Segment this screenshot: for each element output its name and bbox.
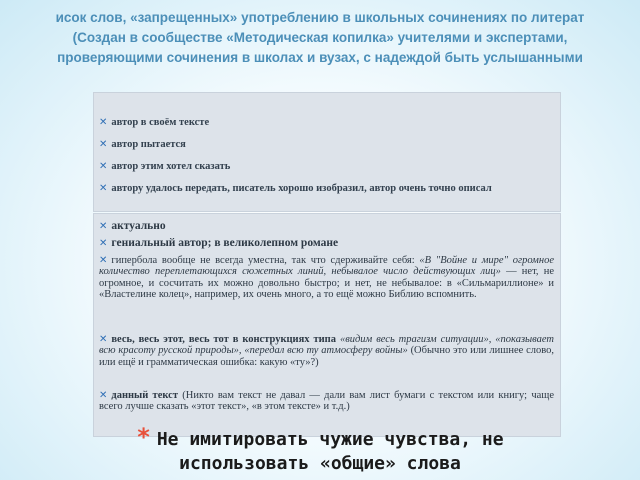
x-mark-icon: ✕ [99, 117, 108, 128]
x-mark-icon: ✕ [99, 238, 108, 249]
list-item: ✕ автор пытается [99, 139, 186, 150]
slide-footer-caption [0, 425, 640, 476]
slide-header [0, 8, 640, 68]
header-line-1: исок слов, «запрещенных» употреблению в школьных сочинениях по литерат [55, 10, 585, 25]
asterisk-icon: * [136, 423, 151, 451]
footer-line-1: Не имитировать чужие чувства, не [156, 429, 504, 450]
list-item: ✕ актуально [99, 220, 166, 232]
x-mark-icon: ✕ [99, 221, 108, 232]
x-mark-icon: ✕ [99, 255, 108, 266]
list-item: ✕ автору удалось передать, писатель хорошо изобразил, автор очень точно описал [99, 183, 492, 194]
header-line-3: проверяющими сочинения в школах и вузах, с надеждой быть услышанными [57, 50, 583, 65]
phrase-list-panel-2 [93, 213, 561, 437]
list-item: ✕ автор в своём тексте [99, 117, 210, 128]
list-item: ✕ гениальный автор; в великолепном романе [99, 237, 339, 249]
x-mark-icon: ✕ [99, 161, 108, 172]
x-mark-icon: ✕ [99, 334, 108, 345]
x-mark-icon: ✕ [99, 390, 108, 401]
list-item: ✕ автор этим хотел сказать [99, 161, 231, 172]
list-item: ✕ весь, весь этот, весь тот в конструкциях типа «видим весь трагизм ситуации», «показывает всю красоту русской природы», «передал всю ту атмосферу войны» (Обычно это или лишнее слово, или ещё и грамматическая ошибка: какую «ту»?) [99, 334, 555, 368]
list-item: ✕ гипербола вообще не всегда уместна, так что сдерживайте себя: «В "Войне и мире" огромное количество переплетающихся сюжетных линий, небывалое число действующих лиц» — нет, не огромное, и сосчитать их можно довольно быстро; и нет, не небывалое: в «Сильмариллионе» и «Властелине колец», например, их очень много, а то ещё можно Библию вспомнить. [99, 255, 555, 300]
list-item: ✕ данный текст (Никто вам текст не давал — дали вам лист бумаги с текстом или книгу; чаще всего лучше сказать «этот текст», «в этом тексте» и т.д.) [99, 390, 555, 413]
x-mark-icon: ✕ [99, 183, 108, 194]
phrase-list-panel-1 [93, 92, 561, 212]
header-line-2: (Создан в сообществе «Методическая копилка» учителями и экспертами, [72, 30, 568, 45]
footer-line-2: использовать «общие» слова [179, 453, 461, 474]
x-mark-icon: ✕ [99, 139, 108, 150]
